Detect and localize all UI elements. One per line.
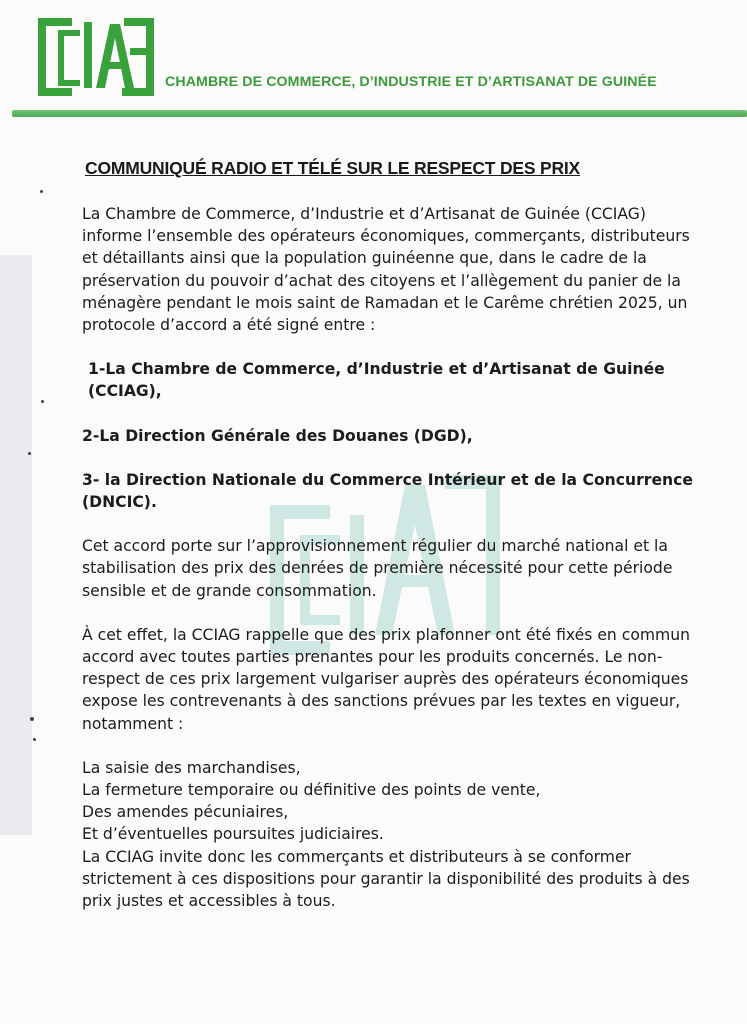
effect-paragraph: À cet effet, la CCIAG rappelle que des prix plafonner ont été fixés en commun accord avec toutes parties prenantes pour les produits concernés. Le non-respect de ces prix largement vulgariser auprès des opérateurs économiques expose les contrevenants à des sanctions prévues par les textes en vigueur, notamment :	[82, 625, 691, 733]
closing-paragraph: La CCIAG invite donc les commerçants et distributeurs à se conformer strictement à ces dispositions pour garantir la disponibilité des produits à des prix justes et accessibles à tous.	[82, 847, 690, 911]
scan-shadow	[0, 255, 32, 835]
scan-speck	[41, 400, 44, 403]
accord-paragraph: Cet accord porte sur l’approvisionnement régulier du marché national et la stabilisation des prix des denrées de première nécessité pour cette période sensible et de grande consommation.	[82, 537, 673, 600]
sanction-item: La saisie des marchandises,	[82, 758, 301, 777]
sanctions-list	[82, 757, 702, 846]
document-body	[82, 203, 702, 912]
intro-paragraph: La Chambre de Commerce, d’Industrie et d’Artisanat de Guinée (CCIAG) informe l’ensemble des opérateurs économiques, commerçants, distributeurs et détaillants ainsi que la population guinéenne que, dans le cadre de la préservation du pouvoir d’achat des citoyens et l’allègement du panier de la ménagère pendant le mois saint de Ramadan et le Carême chrétien 2025, un protocole d’accord a été signé entre :	[82, 205, 690, 335]
scan-speck	[30, 717, 34, 721]
header-divider	[12, 110, 747, 117]
party-item: 1-La Chambre de Commerce, d’Industrie et d’Artisanat de Guinée (CCIAG),	[88, 360, 665, 401]
scan-speck	[40, 190, 43, 193]
organization-name: CHAMBRE DE COMMERCE, D’INDUSTRIE ET D’ARTISANAT DE GUINÉE	[165, 74, 657, 90]
party-item: 3- la Direction Nationale du Commerce Intérieur et de la Concurrence (DNCIC).	[82, 470, 693, 512]
sanction-item: Et d’éventuelles poursuites judiciaires.	[82, 825, 384, 844]
sanction-item: La fermeture temporaire ou définitive des points de vente,	[82, 781, 541, 800]
party-item: 2-La Direction Générale des Douanes (DGD),	[82, 426, 473, 445]
scan-speck	[28, 452, 31, 455]
scan-speck	[33, 738, 36, 741]
cciag-logo	[38, 18, 154, 98]
sanction-item: Des amendes pécuniaires,	[82, 803, 289, 822]
communique-title: COMMUNIQUÉ RADIO ET TÉLÉ SUR LE RESPECT DES PRIX	[85, 158, 581, 178]
